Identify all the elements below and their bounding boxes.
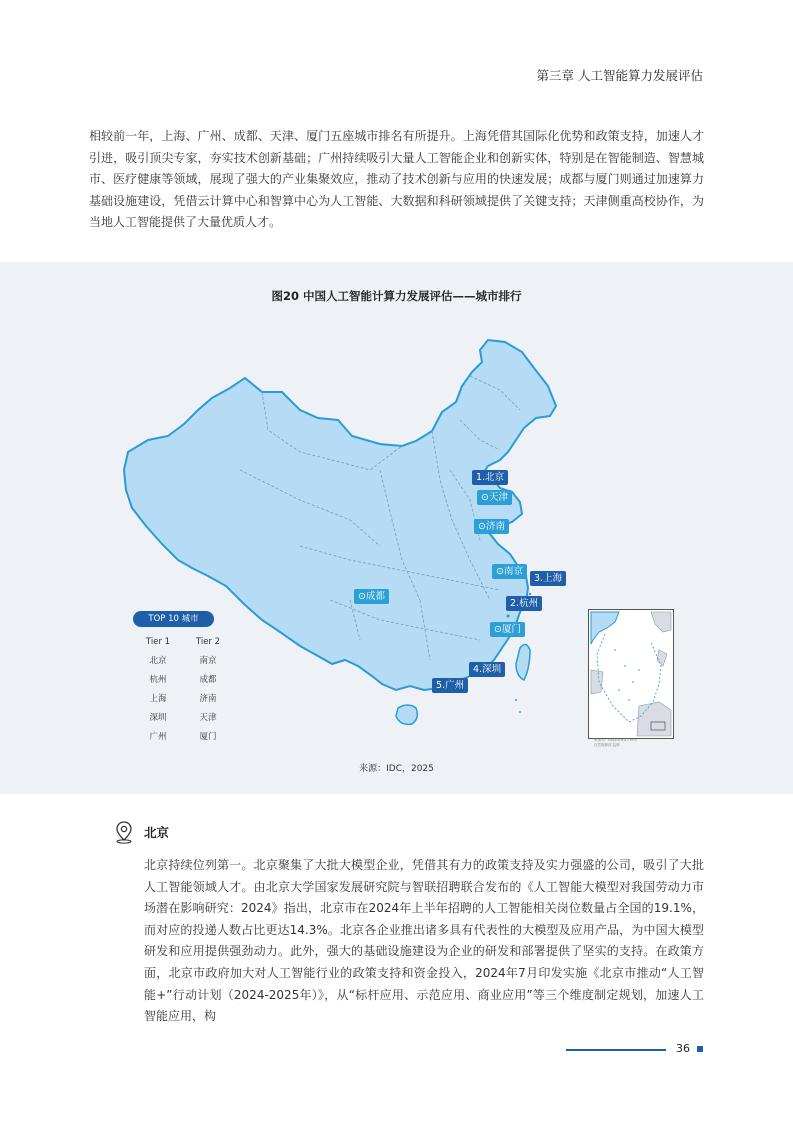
inset-note	[594, 738, 637, 748]
city-label-tianjin: ⊙天津	[477, 490, 512, 505]
chapter-header: 第三章 人工智能算力发展评估	[536, 68, 703, 83]
intro-paragraph: 相较前一年，上海、广州、成都、天津、厦门五座城市排名有所提升。上海凭借其国际化优势和政策支持，加速人才引进，吸引顶尖专家，夯实技术创新基础；广州持续吸引大量人工智能企业和创新实体，特别是在智能制造、智慧城市、医疗健康等领域，展现了强大的产业集聚效应，推动了技术创新与应用的快速发展；成都与厦门则通过加速算力基础设施建设，凭借云计算中心和智算中心为人工智能、大数据和科研领域提供了关键支持；天津侧重高校协作，为当地人工智能提供了大量优质人才。	[89, 129, 704, 230]
legend-cell: 杭州	[149, 675, 167, 685]
legend-row	[133, 690, 233, 709]
legend-cell: 济南	[199, 694, 217, 704]
figure-source: 来源：IDC，2025	[359, 764, 434, 774]
city-label-xiamen: ⊙厦门	[490, 622, 525, 637]
legend-table	[133, 633, 233, 747]
legend-cell: 厦门	[199, 732, 217, 742]
legend-header-tier1: Tier 1	[145, 637, 171, 647]
section-paragraph: 北京持续位列第一。北京聚集了大批大模型企业，凭借其有力的政策支持及实力强盛的公司，吸引了大批人工智能领域人才。由北京大学国家发展研究院与智联招聘联合发布的《人工智能大模型对我国劳动力市场潜在影响研究：2024》指出，北京市在2024年上半年招聘的人工智能相关岗位数量占全国的19.1%，而对应的投递人数占比更达14.3%。北京各企业推出诸多具有代表性的大模型及应用产品，为中国大模型研发和应用提供强劲动力。此外，强大的基础设施建设为企业的研发和部署提供了坚实的支持。在政策方面，北京市政府加大对人工智能行业的政策支持和资金投入，2024年7月印发实施《北京市推动“人工智能+”行动计划（2024-2025年）》，从“标杆应用、示范应用、商业应用”等三个维度制定规划，加速人工智能应用，构	[144, 858, 704, 1024]
figure-title: 图20 中国人工智能计算力发展评估——城市排行	[271, 289, 522, 303]
city-label-chengdu: ⊙成都	[354, 589, 389, 604]
inset-map	[589, 610, 673, 738]
city-label-beijing: 1.北京	[472, 470, 508, 485]
city-label-hangzhou: 2.杭州	[506, 596, 542, 611]
inset-note-line: 审图号：GS(2019)1719号	[594, 738, 637, 742]
city-label-shanghai: 3.上海	[530, 571, 566, 586]
china-map	[0, 262, 793, 794]
legend-cell: 天津	[199, 713, 217, 723]
location-pin-icon	[113, 820, 135, 844]
page-number: 36	[676, 1042, 690, 1055]
inset-note-line: 自然资源部 监制	[594, 743, 620, 747]
legend-cell: 成都	[199, 675, 217, 685]
legend-cell: 北京	[149, 656, 167, 666]
legend-row	[133, 728, 233, 747]
south-china-sea-inset	[588, 609, 674, 739]
hainan-island	[396, 705, 417, 724]
legend-header-tier2: Tier 2	[195, 637, 221, 647]
city-label-guangzhou: 5.广州	[432, 678, 468, 693]
footer-square-icon	[697, 1046, 703, 1052]
legend-title: TOP 10 城市	[133, 611, 214, 627]
legend-cell: 广州	[149, 732, 167, 742]
legend-cell: 南京	[199, 656, 217, 666]
legend-row	[133, 652, 233, 671]
legend-row	[133, 709, 233, 728]
legend-cell: 上海	[149, 694, 167, 704]
legend-header-row	[133, 633, 233, 652]
city-label-nanjing: ⊙南京	[492, 564, 527, 579]
taiwan-island	[516, 644, 530, 680]
legend-row	[133, 671, 233, 690]
footer-rule	[566, 1049, 666, 1051]
city-label-shenzhen: 4.深圳	[469, 662, 505, 677]
legend-cell: 深圳	[149, 713, 167, 723]
city-label-jinan: ⊙济南	[474, 519, 509, 534]
section-title: 北京	[144, 825, 170, 840]
